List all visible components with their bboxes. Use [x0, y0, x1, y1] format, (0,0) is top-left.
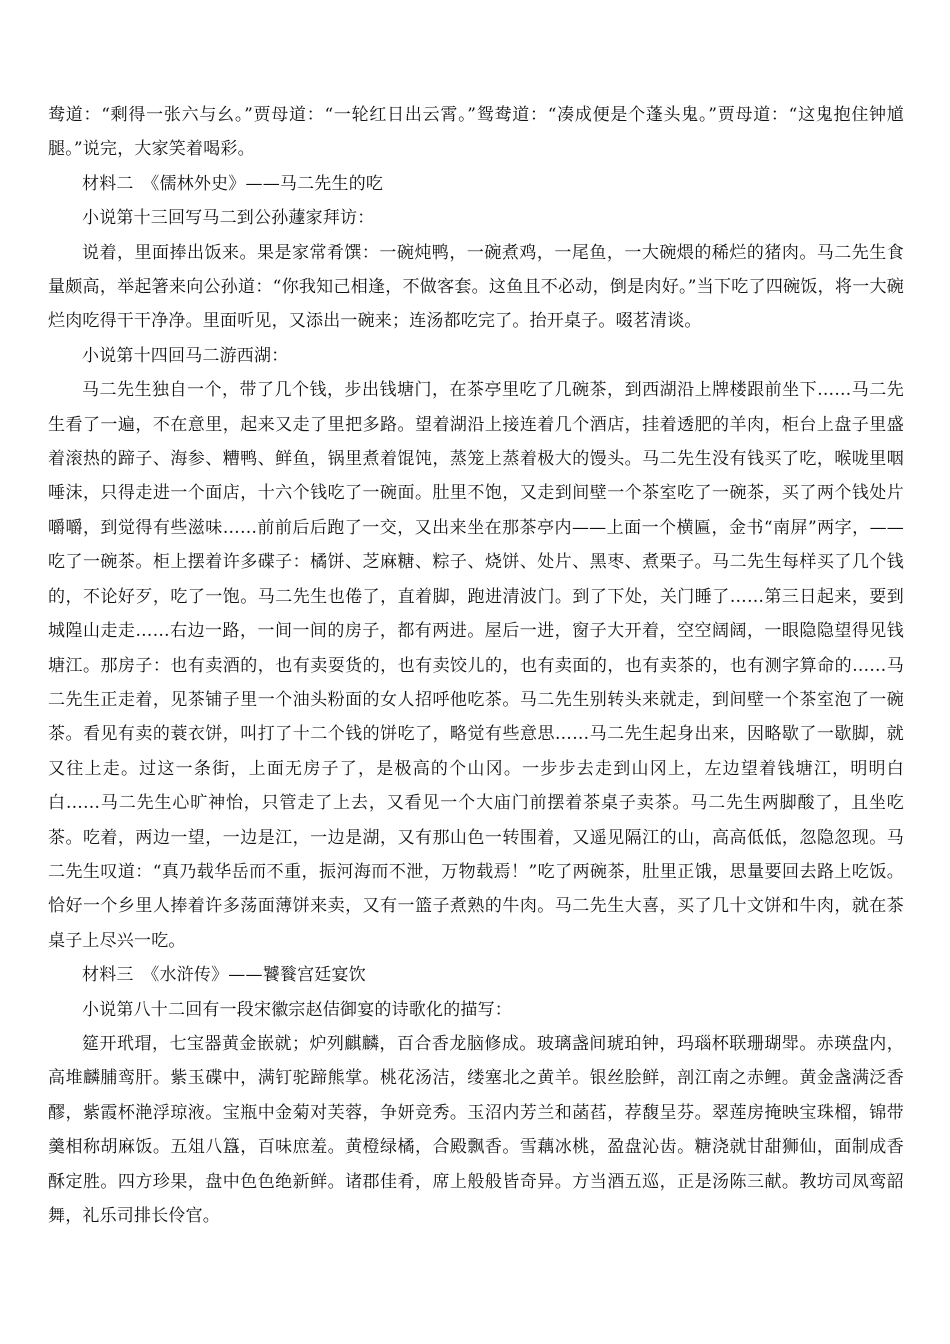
- paragraph-chapter-82-text: 筵开玳瑁，七宝器黄金嵌就；炉列麒麟，百合香龙脑修成。玻璃盏间琥珀钟，玛瑙杯联珊瑚斝。赤瑛盘内，高堆麟脯鸾肝。紫玉碟中，满钉驼蹄熊掌。桃花汤洁，缕塞北之黄羊。银丝脍鲜，剖江南之赤鲤。黄金盏满泛香醪，紫霞杯滟浮琼液。宝瓶中金菊对芙蓉，争妍竞秀。玉沼内芳兰和菡萏，荐馥呈芬。翠莲房掩映宝珠榴，锦带羹相称胡麻饭。五俎八簋，百味庶羞。黄橙绿橘，合殿飘香。雪藕冰桃，盈盘沁齿。糖浇就甘甜狮仙，面制成香酥定胜。四方珍果，盘中色色绝新鲜。诸郡佳肴，席上般般皆奇异。方当酒五巡，正是汤陈三献。教坊司凤鸾韶舞，礼乐司排长伶官。: [48, 1033, 904, 1226]
- paragraph-chapter-13-text: 说着，里面捧出饭来。果是家常肴馔：一碗炖鸭，一碗煮鸡，一尾鱼，一大碗煨的稀烂的猪肉。马二先生食量颇高，举起箸来向公孙道：“你我知己相逢，不做客套。这鱼且不必动，倒是肉好。”当下吃了四碗饭，将一大碗烂肉吃得干干净净。里面听见，又添出一碗来；连汤都吃完了。抬开桌子。啜茗清谈。: [48, 242, 904, 332]
- paragraph-chapter-82-intro: 小说第八十二回有一段宋徽宗赵佶御宴的诗歌化的描写：: [82, 999, 512, 1020]
- paragraph-chapter-14-intro: 小说第十四回马二游西湖：: [82, 345, 289, 366]
- heading-material-two: 材料二 《儒林外史》——马二先生的吃: [82, 173, 384, 194]
- paragraph-chapter-13-intro: 小说第十三回写马二到公孙蘧家拜访：: [82, 208, 375, 229]
- paragraph-chapter-14-text: 马二先生独自一个，带了几个钱，步出钱塘门，在茶亭里吃了几碗茶，到西湖沿上牌楼跟前坐下……马二先生看了一遍，不在意里，起来又走了里把多路。望着湖沿上接连着几个酒店，挂着透肥的羊肉，柜台上盘子里盛着滚热的蹄子、海参、糟鸭、鲜鱼，锅里煮着馄饨，蒸笼上蒸着极大的馒头。马二先生没有钱买了吃，喉咙里咽唾沫，只得走进一个面店，十六个钱吃了一碗面。肚里不饱，又走到间壁一个茶室吃了一碗茶，买了两个钱处片嚼嚼，到觉得有些滋味……前前后后跑了一交，又出来坐在那茶亭内——上面一个横匾，金书“南屏”两字，——吃了一碗茶。柜上摆着许多碟子：橘饼、芝麻糖、粽子、烧饼、处片、黑枣、煮栗子。马二先生每样买了几个钱的，不论好歹，吃了一饱。马二先生也倦了，直着脚，跑进清波门。到了下处，关门睡了……第三日起来，要到城隍山走走……右边一路，一间一间的房子，都有两进。屋后一进，窗子大开着，空空阔阔，一眼隐隐望得见钱塘江。那房子：也有卖酒的，也有卖耍货的，也有卖饺儿的，也有卖面的，也有卖茶的，也有测字算命的……马二先生正走着，见茶铺子里一个油头粉面的女人招呼他吃茶。马二先生别转头来就走，到间壁一个茶室泡了一碗茶。看见有卖的蓑衣饼，叫打了十二个钱的饼吃了，略觉有些意思……马二先生起身出来，因略歇了一歇脚，就又往上走。过这一条街，上面无房子了，是极高的个山冈。一步步去走到山冈上，左边望着钱塘江，明明白白……马二先生心旷神怡，只管走了上去，又看见一个大庙门前摆着茶桌子卖茶。马二先生两脚酸了，且坐吃茶。吃着，两边一望，一边是江，一边是湖，又有那山色一转围着，又遥见隔江的山，高高低低，忽隐忽现。马二先生叹道：“真乃载华岳而不重，振河海而不泄，万物载焉！”吃了两碗茶，肚里正饿，思量要回去路上吃饭。恰好一个乡里人捧着许多荡面薄饼来卖，又有一篮子煮熟的牛肉。马二先生大喜，买了几十文饼和牛肉，就在茶桌子上尽兴一吃。: [48, 380, 904, 951]
- heading-material-three: 材料三 《水浒传》——饕餮宫廷宴饮: [82, 965, 366, 986]
- paragraph-dialogue-end: 鸯道：“剩得一张六与幺。”贾母道：“一轮红日出云霄。”鸳鸯道：“凑成便是个蓬头鬼。”贾母道：“这鬼抱住钟馗腿。”说完，大家笑着喝彩。: [48, 105, 904, 160]
